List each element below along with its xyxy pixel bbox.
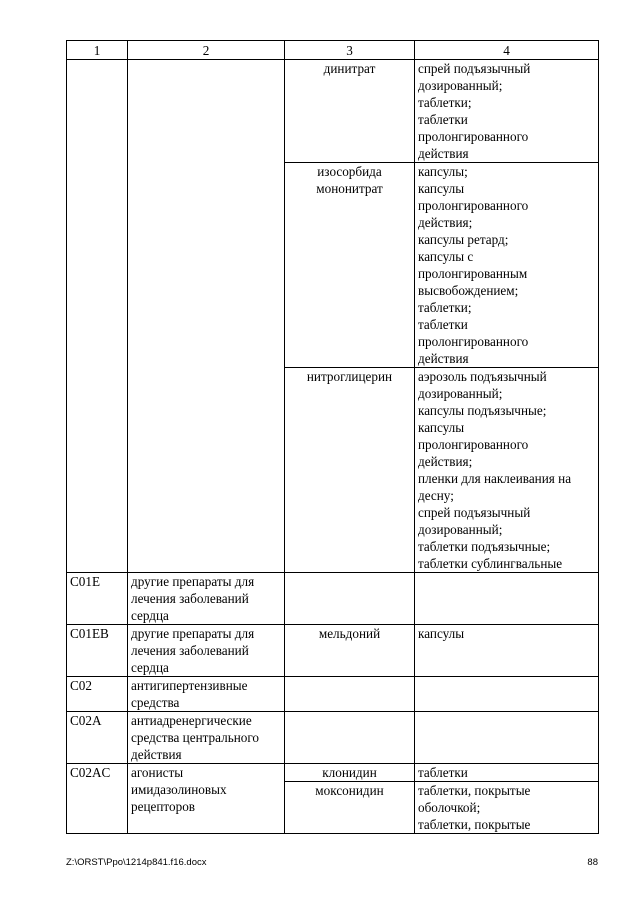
dosage-form-cell — [415, 573, 599, 625]
group-name-cell: другие препараты для лечения заболеваний сердца — [128, 625, 285, 677]
drug-name-cell: моксонидин — [285, 782, 415, 834]
header-row — [67, 41, 599, 60]
table-row — [67, 60, 599, 163]
table-row — [67, 712, 599, 764]
table-row — [67, 573, 599, 625]
drug-name-cell: нитроглицерин — [285, 368, 415, 573]
drug-name-cell — [285, 573, 415, 625]
drug-name-cell — [285, 712, 415, 764]
document-path: Z:\ORST\Ppo\1214p841.f16.docx — [66, 857, 207, 868]
table-row — [67, 677, 599, 712]
page-number: 88 — [587, 857, 598, 868]
dosage-form-cell: таблетки, покрытые оболочкой; таблетки, покрытые — [415, 782, 599, 834]
drug-name-cell — [285, 677, 415, 712]
drug-name-cell: изосорбида мононитрат — [285, 163, 415, 368]
header-col-3: 3 — [285, 41, 415, 60]
group-name-cell: агонисты имидазолиновых рецепторов — [128, 764, 285, 834]
table-row — [67, 625, 599, 677]
dosage-form-cell — [415, 712, 599, 764]
atc-code-cell: C01E — [67, 573, 128, 625]
dosage-form-cell: капсулы — [415, 625, 599, 677]
dosage-form-cell: спрей подъязычный дозированный; таблетки; таблетки пролонгированного действия — [415, 60, 599, 163]
drug-table — [66, 40, 599, 834]
header-col-4: 4 — [415, 41, 599, 60]
group-name-cell — [128, 60, 285, 573]
table-row — [67, 764, 599, 782]
dosage-form-cell: аэрозоль подъязычный дозированный; капсулы подъязычные; капсулы пролонгированного действия; пленки для наклеивания на десну; спрей подъязычный дозированный; таблетки подъязычные; таблетки сублингвальные — [415, 368, 599, 573]
dosage-form-cell: капсулы; капсулы пролонгированного действия; капсулы ретард; капсулы с пролонгированным высвобождением; таблетки; таблетки пролонгированного действия — [415, 163, 599, 368]
drug-name-cell: мельдоний — [285, 625, 415, 677]
header-col-2: 2 — [128, 41, 285, 60]
header-col-1: 1 — [67, 41, 128, 60]
atc-code-cell: C01EB — [67, 625, 128, 677]
drug-name-cell: клонидин — [285, 764, 415, 782]
dosage-form-cell: таблетки — [415, 764, 599, 782]
group-name-cell: антигипертензивные средства — [128, 677, 285, 712]
group-name-cell: другие препараты для лечения заболеваний сердца — [128, 573, 285, 625]
group-name-cell: антиадренергические средства центрального действия — [128, 712, 285, 764]
atc-code-cell — [67, 60, 128, 573]
atc-code-cell: C02 — [67, 677, 128, 712]
dosage-form-cell — [415, 677, 599, 712]
atc-code-cell: C02A — [67, 712, 128, 764]
drug-name-cell: динитрат — [285, 60, 415, 163]
atc-code-cell: C02AC — [67, 764, 128, 834]
